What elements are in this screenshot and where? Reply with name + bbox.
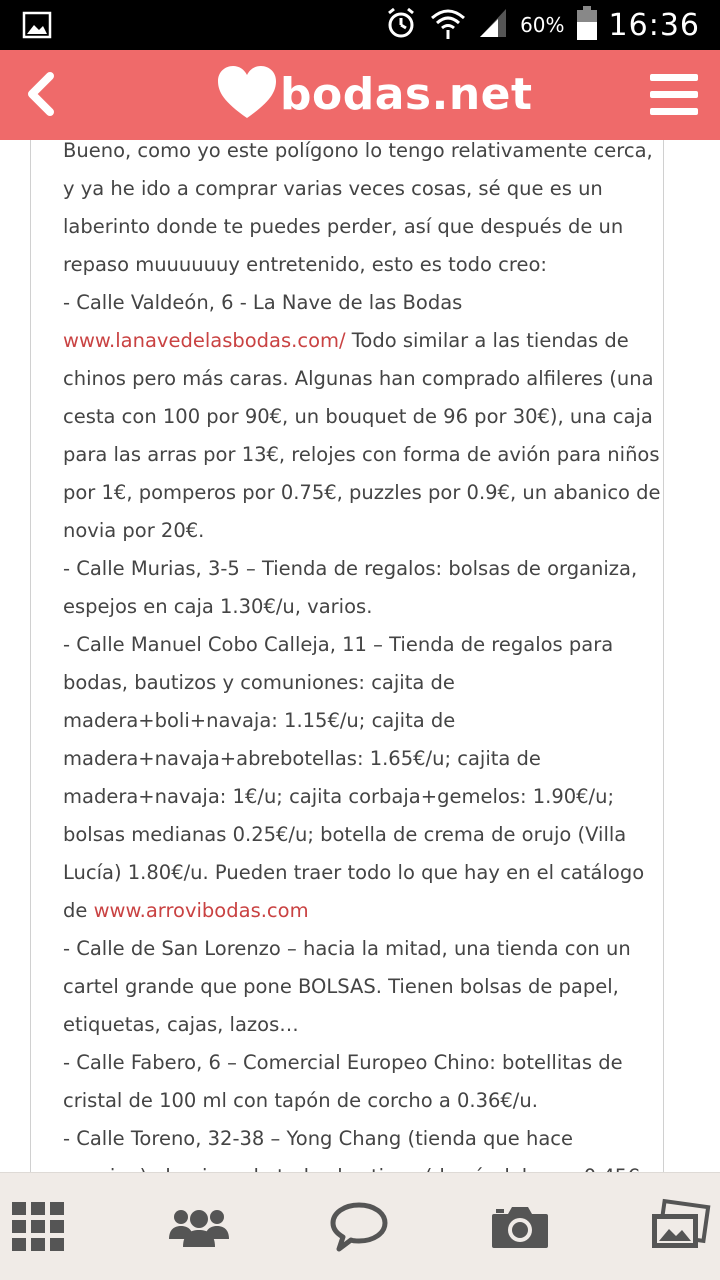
paragraph-text: - Calle Fabero, 6 – Comercial Europeo Chino: botellitas de cristal de 100 ml con tapón de corcho a 0.36€/u. — [63, 1051, 623, 1112]
post-body — [63, 132, 663, 1196]
paragraph-text: - Calle de San Lorenzo – hacia la mitad, una tienda con un cartel grande que pone BOLSAS. Tienen bolsas de papel, etiquetas, cajas, lazos… — [63, 937, 631, 1036]
post-paragraph — [63, 1044, 663, 1120]
paragraph-text: - Calle Toreno, 32-38 – Yong Chang (tienda que hace — [63, 1127, 573, 1150]
post-paragraph — [63, 322, 663, 550]
gallery-icon[interactable] — [650, 1197, 710, 1257]
paragraph-text: - Calle Valdeón, 6 - La Nave de las Bodas — [63, 291, 463, 314]
post-paragraph — [63, 626, 663, 930]
chat-icon[interactable] — [329, 1197, 389, 1257]
paragraph-text: Todo similar a las tiendas de chinos pero más caras. Algunas han comprado alfileres (una cesta con 100 por 90€, un bouquet de 96 por 30€), una caja para las arras por 13€, relojes con forma de avión para niños por 1€, pomperos por 0.75€, puzzles por 0.9€, un abanico de novia por 20€. — [63, 329, 661, 542]
signal-icon — [478, 7, 508, 43]
heart-icon — [216, 64, 278, 124]
app-bar — [0, 50, 720, 140]
battery-icon — [577, 6, 597, 44]
post-paragraph — [63, 284, 663, 322]
bottom-nav-bar — [0, 1172, 720, 1280]
hamburger-menu-icon[interactable] — [648, 68, 700, 122]
post-paragraph — [63, 132, 663, 284]
grid-icon[interactable] — [8, 1197, 68, 1257]
community-icon[interactable] — [169, 1197, 229, 1257]
external-link[interactable]: www.arrovibodas.com — [93, 899, 309, 922]
battery-percent: 60% — [520, 13, 565, 37]
post-paragraph — [63, 930, 663, 1044]
post-content — [30, 140, 664, 1172]
back-arrow-icon[interactable] — [14, 64, 74, 124]
post-paragraph — [63, 550, 663, 626]
logo-text: bodas.net — [280, 68, 533, 120]
paragraph-text: - Calle Manuel Cobo Calleja, 11 – Tienda de regalos para bodas, bautizos y comuniones: cajita de madera+boli+navaja: 1.15€/u; cajita de madera+navaja+abrebotellas: 1.65€/u; cajita de madera+navaja: 1€/u; cajita corbaja+gemelos: 1.90€/u; bolsas medianas 0.25€/u; botella de crema de orujo (Villa Lucía) 1.80€/u. Pueden traer todo lo que hay en el catálogo de — [63, 633, 645, 922]
alarm-icon — [384, 6, 418, 44]
clock: 16:36 — [608, 7, 700, 43]
external-link[interactable]: www.lanavedelasbodas.com/ — [63, 329, 346, 352]
paragraph-text: Bueno, como yo este polígono lo tengo relativamente cerca, y ya he ido a comprar varias veces cosas, sé que es un laberinto donde te puedes perder, así que después de un repaso muuuuuuy entretenido, esto es todo creo: — [63, 139, 653, 276]
app-logo — [216, 64, 533, 124]
camera-icon[interactable] — [490, 1197, 550, 1257]
image-icon — [22, 10, 52, 40]
status-bar — [0, 0, 720, 50]
paragraph-text: - Calle Murias, 3-5 – Tienda de regalos: bolsas de organiza, espejos en caja 1.30€/u, varios. — [63, 557, 638, 618]
wifi-icon — [430, 6, 466, 44]
